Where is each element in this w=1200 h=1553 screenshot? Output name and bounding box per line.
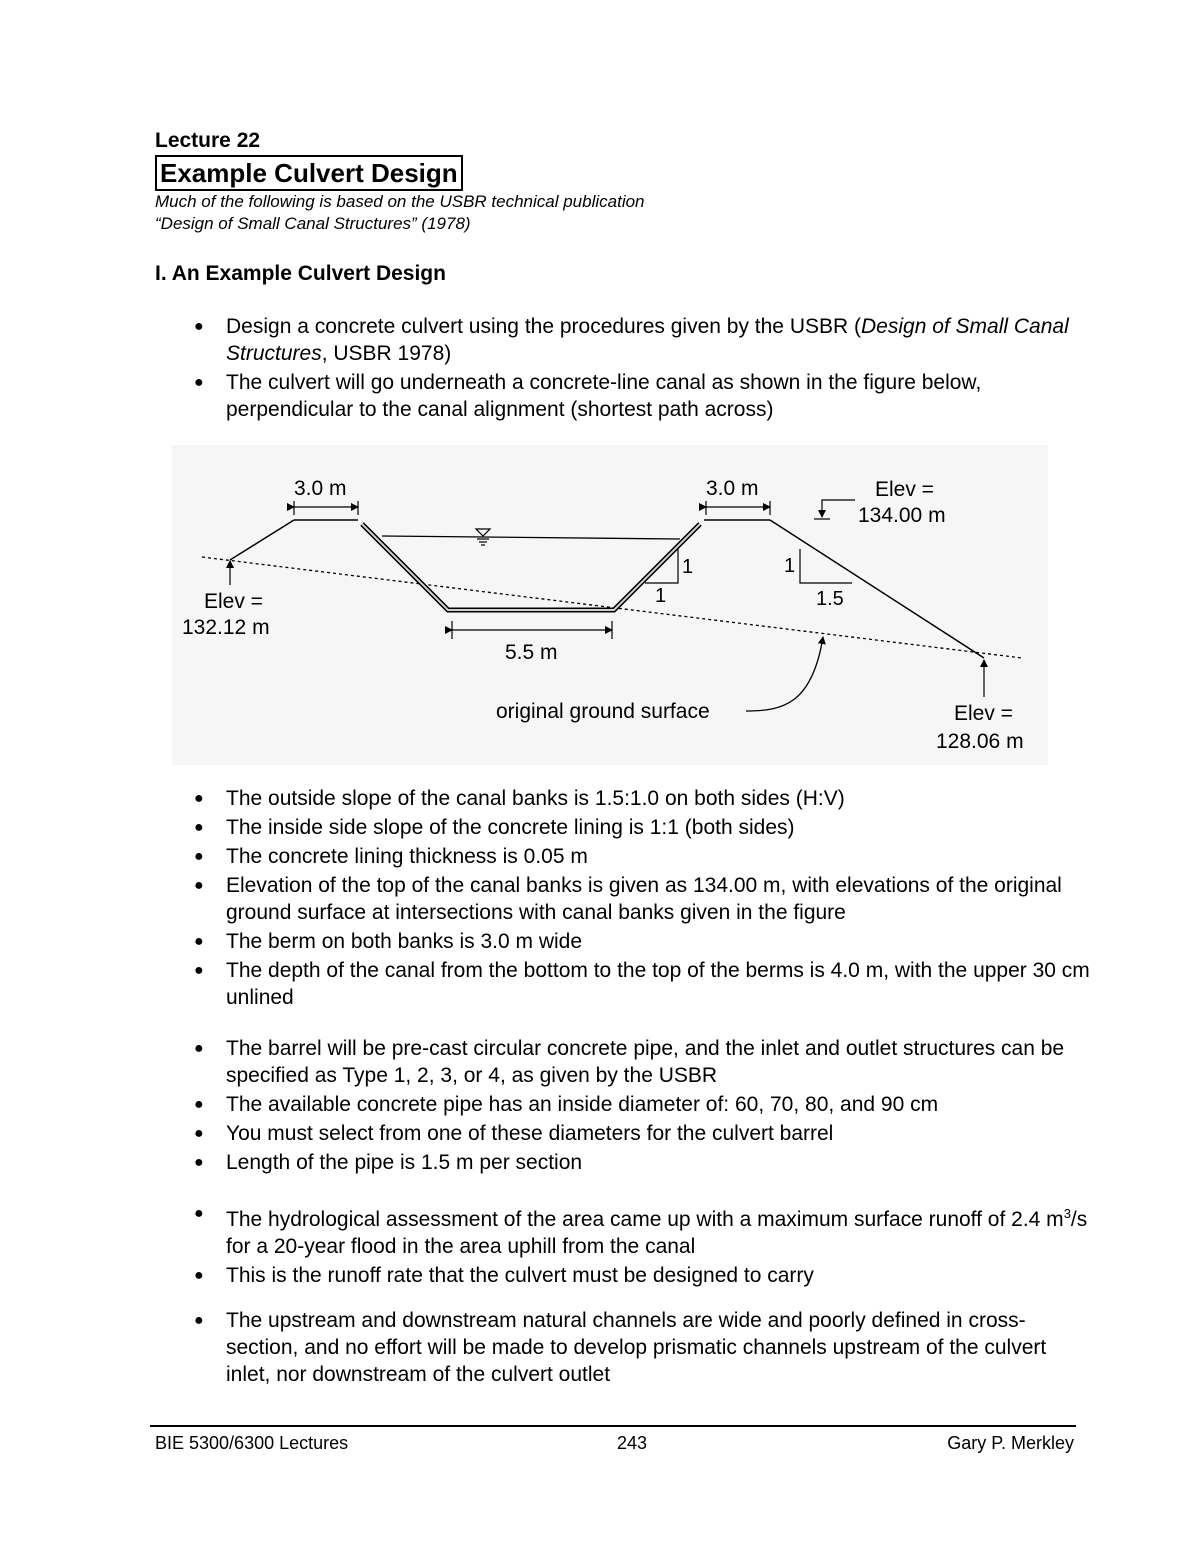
lecture-label: Lecture 22: [155, 129, 261, 152]
list-item: [190, 928, 1090, 955]
bullet-icon: ●: [194, 790, 204, 807]
list-item: [190, 1200, 1090, 1260]
list-item: [190, 785, 1090, 812]
right-berm-width: 3.0 m: [706, 477, 759, 500]
source-note-line2: “Design of Small Canal Structures” (1978): [155, 214, 471, 233]
bullet-list-canal: [190, 785, 1090, 1013]
top-elev-label: Elev =: [875, 478, 934, 501]
publication-title: Design of Small Canal Structures: [226, 315, 1069, 365]
bullet-icon: ●: [194, 1125, 204, 1142]
list-item: [190, 843, 1090, 870]
list-item: [190, 872, 1090, 926]
bullet-icon: ●: [194, 1040, 204, 1057]
source-note-line1: Much of the following is based on the USBR technical publication: [155, 192, 645, 211]
list-item-text: You must select from one of these diameters for the culvert barrel: [226, 1122, 834, 1145]
bullet-icon: ●: [194, 1154, 204, 1171]
inner-slope-horizontal: 1: [655, 585, 667, 607]
inner-slope-vertical: 1: [682, 556, 694, 578]
source-note: [155, 191, 645, 235]
bullet-icon: ●: [194, 1096, 204, 1113]
list-item-text: , USBR 1978): [321, 342, 452, 365]
list-item-text: The upstream and downstream natural channels are wide and poorly defined in cross-section, and no effort will be made to develop prismatic channels upstream of the culvert inlet, nor downstream of the culvert outlet: [226, 1309, 1047, 1386]
ground-surface-label: original ground surface: [496, 700, 710, 723]
list-item: [190, 369, 1090, 423]
list-item: [190, 957, 1090, 1011]
footer-page-number: 243: [617, 1433, 648, 1453]
footer-author: Gary P. Merkley: [947, 1433, 1074, 1453]
list-item-text: The culvert will go underneath a concrete-line canal as shown in the figure below, perpendicular to the canal alignment (shortest path across): [226, 371, 982, 421]
right-elev-label: Elev =: [954, 702, 1013, 725]
canal-cross-section-figure: [172, 445, 1048, 765]
outer-slope-horizontal: 1.5: [816, 588, 844, 610]
bullet-list-pipe: [190, 1035, 1090, 1178]
list-item-text: The barrel will be pre-cast circular concrete pipe, and the inlet and outlet structures can be specified as Type 1, 2, 3, or 4, as given by the USBR: [226, 1037, 1065, 1087]
bullet-icon: ●: [194, 962, 204, 979]
list-item-text: The hydrological assessment of the area came up with a maximum surface runoff of 2.4 m: [226, 1208, 1064, 1231]
bullet-list-channels: [190, 1307, 1090, 1390]
bullet-icon: ●: [194, 1312, 204, 1329]
top-elev-value: 134.00 m: [858, 504, 946, 527]
page-title: Example Culvert Design: [155, 155, 463, 191]
section-heading: I. An Example Culvert Design: [155, 262, 446, 285]
list-item-text: The depth of the canal from the bottom to the top of the berms is 4.0 m, with the upper 30 cm unlined: [226, 959, 1090, 1009]
list-item-text: Length of the pipe is 1.5 m per section: [226, 1151, 583, 1174]
list-item: [190, 814, 1090, 841]
list-item: [190, 1120, 1090, 1147]
bullet-icon: ●: [194, 1205, 204, 1222]
list-item-text: The available concrete pipe has an inside diameter of: 60, 70, 80, and 90 cm: [226, 1093, 939, 1116]
outer-slope-vertical: 1: [784, 555, 796, 577]
left-elev-label: Elev =: [204, 590, 263, 613]
list-item: [190, 1091, 1090, 1118]
bullet-icon: ●: [194, 877, 204, 894]
bullet-list-hydrology: [190, 1200, 1090, 1291]
list-item-text: Elevation of the top of the canal banks is given as 134.00 m, with elevations of the original ground surface at intersections with canal banks given in the figure: [226, 874, 1062, 924]
list-item: [190, 1035, 1090, 1089]
list-item-text: The concrete lining thickness is 0.05 m: [226, 845, 588, 868]
list-item-text: /s for a 20-year flood in the area uphill from the canal: [226, 1208, 1088, 1258]
footer-course: BIE 5300/6300 Lectures: [155, 1433, 349, 1453]
left-berm-width: 3.0 m: [294, 477, 347, 500]
list-item-text: The berm on both banks is 3.0 m wide: [226, 930, 583, 953]
bullet-icon: ●: [194, 1267, 204, 1284]
bullet-icon: ●: [194, 374, 204, 391]
list-item: [190, 313, 1090, 367]
list-item-text: This is the runoff rate that the culvert must be designed to carry: [226, 1264, 814, 1287]
right-elev-value: 128.06 m: [936, 730, 1024, 753]
bullet-icon: ●: [194, 933, 204, 950]
list-item-text: The inside side slope of the concrete lining is 1:1 (both sides): [226, 816, 795, 839]
bottom-width: 5.5 m: [505, 641, 558, 664]
list-item: [190, 1149, 1090, 1176]
bullet-icon: ●: [194, 848, 204, 865]
superscript: 3: [1063, 1206, 1071, 1221]
footer-divider: [150, 1425, 1076, 1427]
bullet-list-intro: [190, 313, 1090, 425]
list-item-text: Design a concrete culvert using the procedures given by the USBR (: [226, 315, 861, 338]
list-item: [190, 1262, 1090, 1289]
list-item: [190, 1307, 1090, 1388]
list-item-text: The outside slope of the canal banks is 1.5:1.0 on both sides (H:V): [226, 787, 845, 810]
bullet-icon: ●: [194, 318, 204, 335]
left-elev-value: 132.12 m: [182, 616, 270, 639]
bullet-icon: ●: [194, 819, 204, 836]
